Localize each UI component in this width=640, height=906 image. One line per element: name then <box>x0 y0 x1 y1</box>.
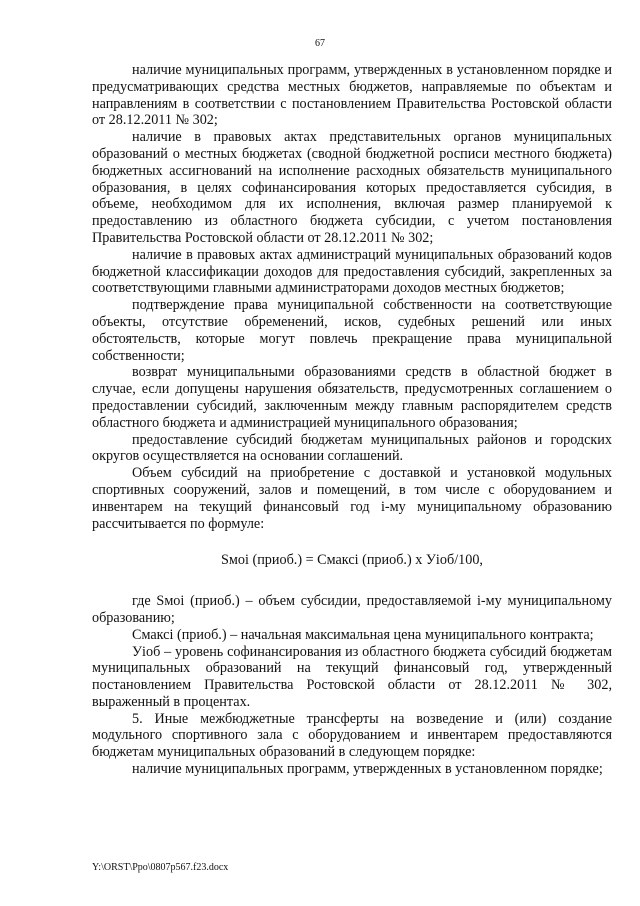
formula: Sмoi (приоб.) = Смаксi (приоб.) х Уiоб/100, <box>221 552 483 569</box>
document-body <box>92 62 612 778</box>
paragraph-agreements: предоставление субсидий бюджетам муниципальных районов и городских округов осуществляется на основании соглашений. <box>92 431 612 465</box>
paragraph-programs-order: наличие муниципальных программ, утвержденных в установленном порядке; <box>132 761 603 778</box>
paragraph-budget-allocations: наличие в правовых актах представительных органов муниципальных образований о местных бюджетах (сводной бюджетной росписи местного бюджета) бюджетных ассигнований на исполнение расходных обязательств муниципального образования, в целях софинансирования которых предоставляется субсидия, в объеме, необходимом для их исполнения, включая размер планируемой к предоставлению из областного бюджета субсидии, с учетом постановления Правительства Ростовской области от 28.12.2011 № 302; <box>92 129 612 246</box>
paragraph-funds-return: возврат муниципальными образованиями средств в областной бюджет в случае, если допущены нарушения обязательств, предусмотренных соглашением о предоставлении субсидий, заключенным между главным распорядителем средств областного бюджета и администрацией муниципального образования; <box>92 364 612 431</box>
footer-file-path: Y:\ORST\Ppo\0807p567.f23.docx <box>92 862 229 873</box>
paragraph-classification-codes: наличие в правовых актах администраций муниципальных образований кодов бюджетной классификации доходов для предоставления субсидий, закрепленных за соответствующими главными администраторами доходов местных бюджетов; <box>92 246 612 297</box>
definition-smaksi: Смаксi (приоб.) – начальная максимальная цена муниципального контракта; <box>132 626 594 643</box>
definition-smoi: где Sмoi (приоб.) – объем субсидии, предоставляемой i-му муниципальному образованию; <box>92 593 612 626</box>
page-number: 67 <box>315 38 325 49</box>
definition-uiob: Уiоб – уровень софинансирования из областного бюджета субсидий бюджетам муниципальных образований на текущий финансовый год, утвержденный постановлением Правительства Ростовской области от 28.12.2011 № 302, выраженный в процентах. <box>92 643 612 710</box>
paragraph-subsidy-volume: Объем субсидий на приобретение с доставкой и установкой модульных спортивных сооружений, залов и помещений, в том числе с оборудованием и инвентарем на текущий финансовый год i-му муниципальному образованию рассчитывается по формуле: <box>92 465 612 532</box>
paragraph-municipal-programs: наличие муниципальных программ, утвержденных в установленном порядке и предусматривающих средства местных бюджетов, направляемые по объектам и направлениям в соответствии с постановлением Правительства Ростовской области от 28.12.2011 № 302; <box>92 62 612 129</box>
paragraph-section-5: 5. Иные межбюджетные трансферты на возведение и (или) создание модульного спортивного зала с оборудованием и инвентарем предоставляются бюджетам муниципальных образований в следующем порядке: <box>92 710 612 761</box>
paragraph-property-rights: подтверждение права муниципальной собственности на соответствующие объекты, отсутствие обременений, исков, судебных решений или иных обстоятельств, которые могут повлечь прекращение права муниципальной собственности; <box>92 297 612 364</box>
